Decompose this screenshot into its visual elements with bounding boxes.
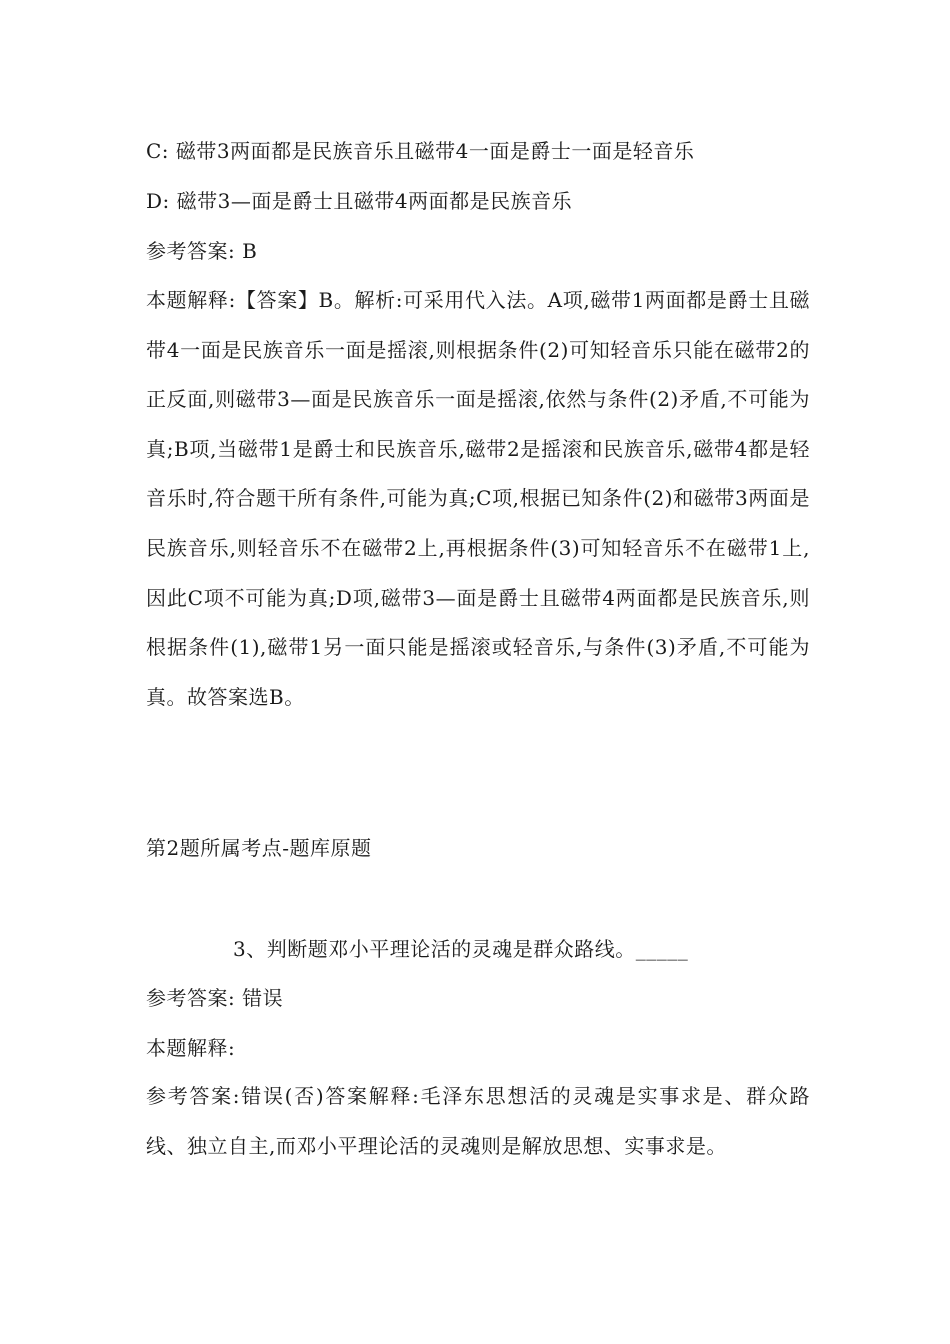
q3-explanation-label: 本题解释: xyxy=(146,1036,236,1060)
q3-answer: 参考答案: 错误 xyxy=(146,986,284,1010)
q3-explanation: 参考答案:错误(否)答案解释:毛泽东思想活的灵魂是实事求是、群众路线、独立自主,而邓小平理论活的灵魂则是解放思想、实事求是。 xyxy=(146,1084,810,1158)
q1-answer: 参考答案: B xyxy=(146,239,258,263)
option-d: D: 磁带3—面是爵士且磁带4两面都是民族音乐 xyxy=(146,189,573,213)
q1-explanation: 本题解释:【答案】B。解析:可采用代入法。A项,磁带1两面都是爵士且磁带4一面是民族音乐一面是摇滚,则根据条件(2)可知轻音乐只能在磁带2的正反面,则磁带3—面是民族音乐一面是摇滚,依然与条件(2)矛盾,不可能为真;B项,当磁带1是爵士和民族音乐,磁带2是摇滚和民族音乐,磁带4都是轻音乐时,符合题干所有条件,可能为真;C项,根据已知条件(2)和磁带3两面是民族音乐,则轻音乐不在磁带2上,再根据条件(3)可知轻音乐不在磁带1上,因此C项不可能为真;D项,磁带3—面是爵士且磁带4两面都是民族音乐,则根据条件(1),磁带1另一面只能是摇滚或轻音乐,与条件(3)矛盾,不可能为真。故答案选B。 xyxy=(146,288,810,709)
option-c: C: 磁带3两面都是民族音乐且磁带4一面是爵士一面是轻音乐 xyxy=(146,139,695,163)
q3-question: 3、判断题邓小平理论活的灵魂是群众路线。_____ xyxy=(233,937,689,961)
q2-topic: 第2题所属考点-题库原题 xyxy=(146,836,372,860)
